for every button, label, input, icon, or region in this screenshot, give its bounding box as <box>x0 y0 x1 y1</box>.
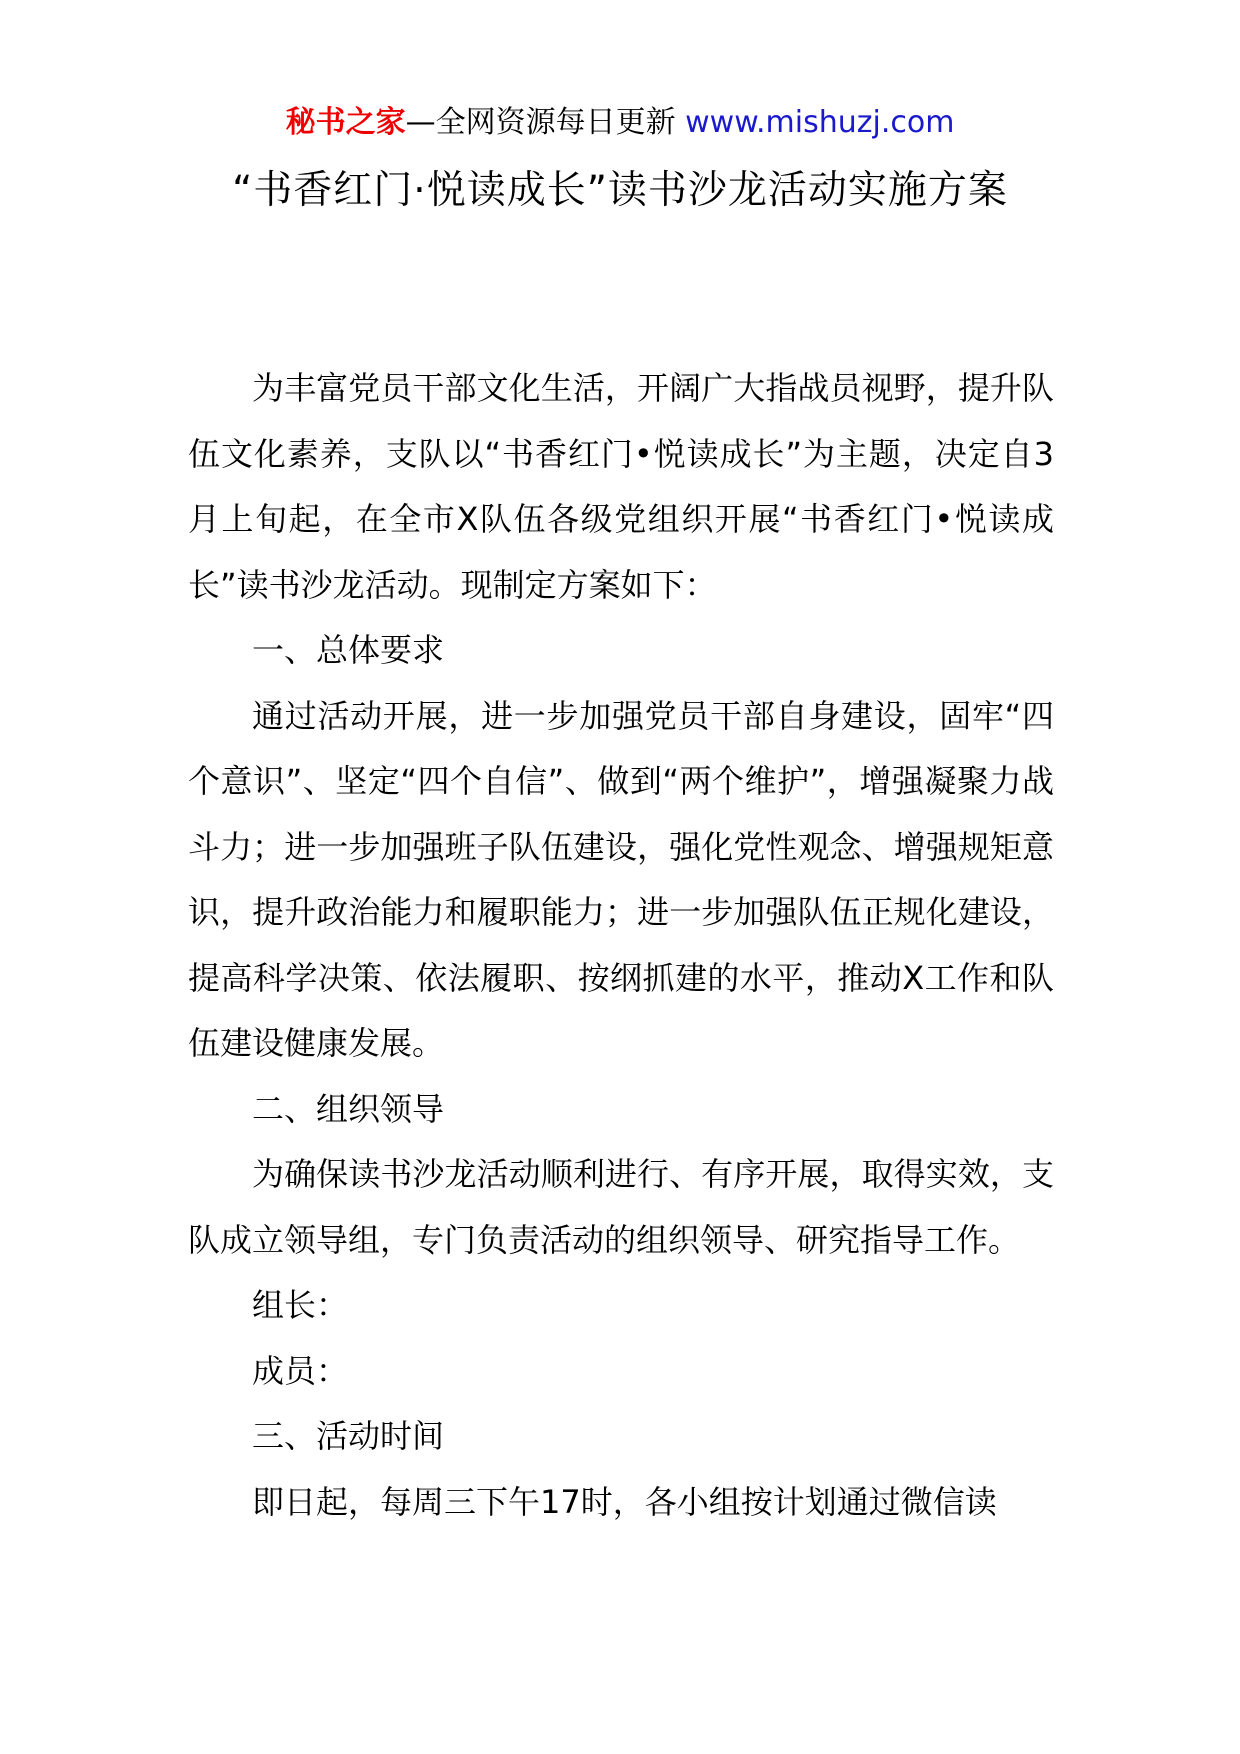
activity-time-paragraph: 即日起，每周三下午17时，各小组按计划通过微信读 <box>252 1482 997 1521</box>
site-url[interactable]: www.mishuzj.com <box>685 105 955 140</box>
group-members-line: 成员： <box>252 1351 349 1390</box>
header-slogan: —全网资源每日更新 <box>405 105 686 140</box>
document-body <box>188 356 1054 1535</box>
site-header <box>0 100 1240 146</box>
intro-paragraph: 为丰富党员干部文化生活，开阔广大指战员视野，提升队伍文化素养，支队以“书香红门•悦读成长”为主题，决定自3月上旬起，在全市X队伍各级党组织开展“书香红门•悦读成长”读书沙龙活动。现制定方案如下： <box>188 369 1054 604</box>
general-requirements-paragraph: 通过活动开展，进一步加强党员干部自身建设，固牢“四个意识”、坚定“四个自信”、做到“两个维护”，增强凝聚力战斗力；进一步加强班子队伍建设，强化党性观念、增强规矩意识，提升政治能力和履职能力；进一步加强队伍正规化建设，提高科学决策、依法履职、按纲抓建的水平，推动X工作和队伍建设健康发展。 <box>188 696 1054 1062</box>
section-heading-organization: 二、组织领导 <box>252 1089 445 1128</box>
section-heading-activity-time: 三、活动时间 <box>252 1417 445 1455</box>
group-leader-line: 组长： <box>252 1286 349 1324</box>
brand-name: 秘书之家 <box>285 105 406 140</box>
section-heading-general-requirements: 一、总体要求 <box>252 631 445 669</box>
organization-paragraph: 为确保读书沙龙活动顺利进行、有序开展，取得实效，支队成立领导组，专门负责活动的组织领导、研究指导工作。 <box>188 1155 1054 1259</box>
document-title: “书香红门·悦读成长”读书沙龙活动实施方案 <box>232 168 1008 213</box>
